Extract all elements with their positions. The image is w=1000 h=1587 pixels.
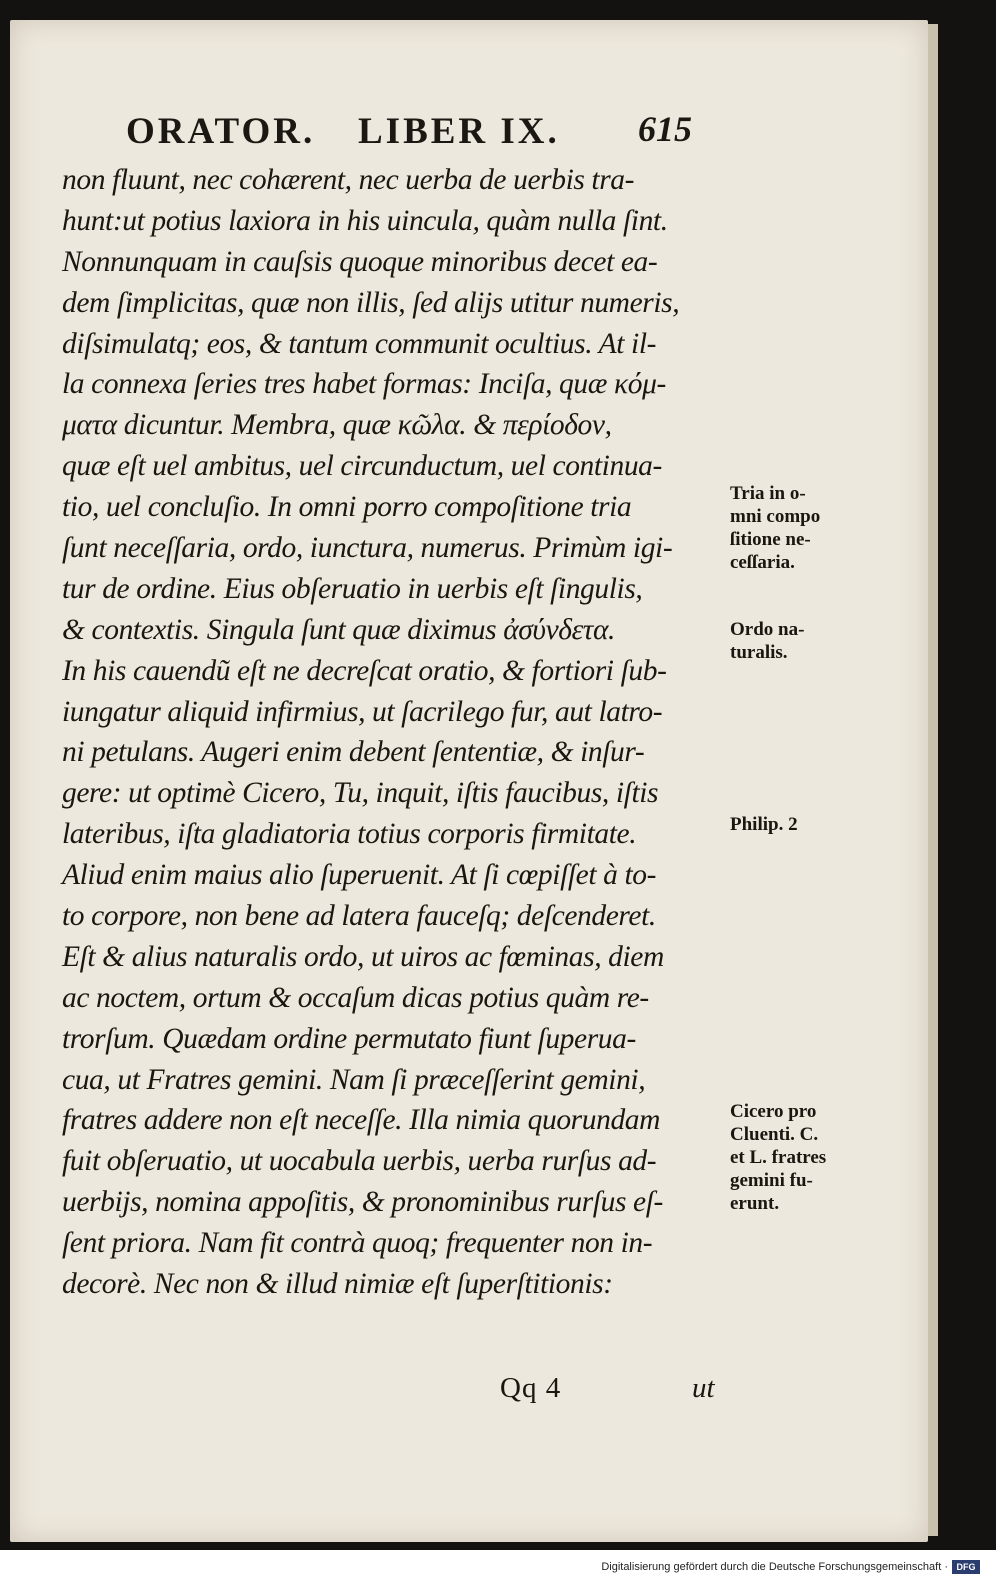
- text-line: ματα dicuntur. Membra, quæ κῶλα. & περίοδον,: [62, 409, 612, 442]
- text-line: la connexa ſeries tres habet formas: Inciſa, quæ κόμ-: [62, 368, 666, 401]
- text-line: trorſum. Quædam ordine permutato fiunt ſuperua-: [62, 1022, 636, 1055]
- text-line: quæ eſt uel ambitus, uel circunductum, uel continua-: [62, 450, 662, 483]
- text-line: Eſt & alius naturalis ordo, ut uiros ac fœminas, diem: [62, 940, 664, 973]
- margin-note-cicero: Cicero pro Cluenti. C. et L. fratres gemini fu- erunt.: [730, 1101, 827, 1214]
- running-head-title: ORATOR.: [126, 111, 316, 152]
- text-line: hunt:ut potius laxiora in his uincula, quàm nulla ſint.: [62, 204, 668, 237]
- text-line: Nonnunquam in cauſsis quoque minoribus decet ea-: [62, 245, 658, 278]
- text-line: ſent priora. Nam fit contrà quoq; frequenter non in-: [62, 1227, 653, 1260]
- text-line: fuit obſeruatio, ut uocabula uerbis, uerba rurſus ad-: [62, 1145, 657, 1178]
- text-line: dem ſimplicitas, quæ non illis, ſed alijs utitur numeris,: [62, 286, 680, 319]
- signature-mark: Qq 4: [500, 1372, 562, 1404]
- text-line: uerbijs, nomina appoſitis, & pronominibus rurſus eſ-: [62, 1186, 663, 1219]
- text-line: tur de ordine. Eius obſeruatio in uerbis eſt ſingulis,: [62, 572, 643, 605]
- text-line: ac noctem, ortum & occaſum dicas potius quàm re-: [62, 981, 649, 1014]
- catchword: ut: [692, 1372, 715, 1404]
- text-line: ſunt neceſſaria, ordo, iunctura, numerus. Primùm igi-: [62, 532, 673, 565]
- text-line: & contextis. Singula ſunt quæ diximus ἀσύνδετα.: [62, 613, 616, 646]
- catchline: [500, 1372, 740, 1412]
- digitization-footer: [0, 1553, 1000, 1587]
- page-number: 615: [638, 109, 692, 149]
- dfg-logo: DFG: [952, 1560, 980, 1574]
- margin-note-ordo: Ordo na- turalis.: [730, 619, 805, 663]
- margin-note-tria: Tria in o- mni compo ſitione ne- ceſſaria.: [730, 483, 821, 573]
- text-line: diſsimulatq; eos, & tantum communit ocultius. At il-: [62, 327, 657, 360]
- text-line: cua, ut Fratres gemini. Nam ſi præceſſerint gemini,: [62, 1063, 646, 1096]
- text-line: tio, uel concluſio. In omni porro compoſitione tria: [62, 491, 632, 524]
- main-text-block: [62, 160, 732, 1305]
- running-head: [126, 104, 706, 164]
- text-line: In his cauendũ eſt ne decreſcat oratio, & fortiori ſub-: [62, 654, 667, 687]
- text-line: gere: ut optimè Cicero, Tu, inquit, iſtis faucibus, iſtis: [62, 777, 659, 810]
- page-edge: [928, 24, 938, 1536]
- text-line: non fluunt, nec cohærent, nec uerba de uerbis tra-: [62, 164, 635, 196]
- text-line: fratres addere non eſt neceſſe. Illa nimia quorundam: [62, 1104, 661, 1137]
- text-line: iungatur aliquid infirmius, ut ſacrilego fur, aut latro-: [62, 695, 663, 728]
- text-line: Aliud enim maius alio ſuperuenit. At ſi cœpiſſet à to-: [62, 859, 657, 892]
- text-line: lateribus, iſta gladiatoria totius corporis firmitate.: [62, 818, 637, 851]
- book-page: [10, 20, 928, 1542]
- text-line: to corpore, non bene ad latera fauceſq; deſcenderet.: [62, 900, 656, 933]
- funding-credit: Digitalisierung gefördert durch die Deutsche Forschungsgemeinschaft ·: [601, 1561, 948, 1573]
- margin-note-philip: Philip. 2: [730, 814, 798, 835]
- text-line: ni petulans. Augeri enim debent ſententiæ, & inſur-: [62, 736, 645, 769]
- text-line: decorè. Nec non & illud nimiæ eſt ſuperſtitionis:: [62, 1268, 613, 1301]
- running-head-book: LIBER IX.: [358, 111, 560, 152]
